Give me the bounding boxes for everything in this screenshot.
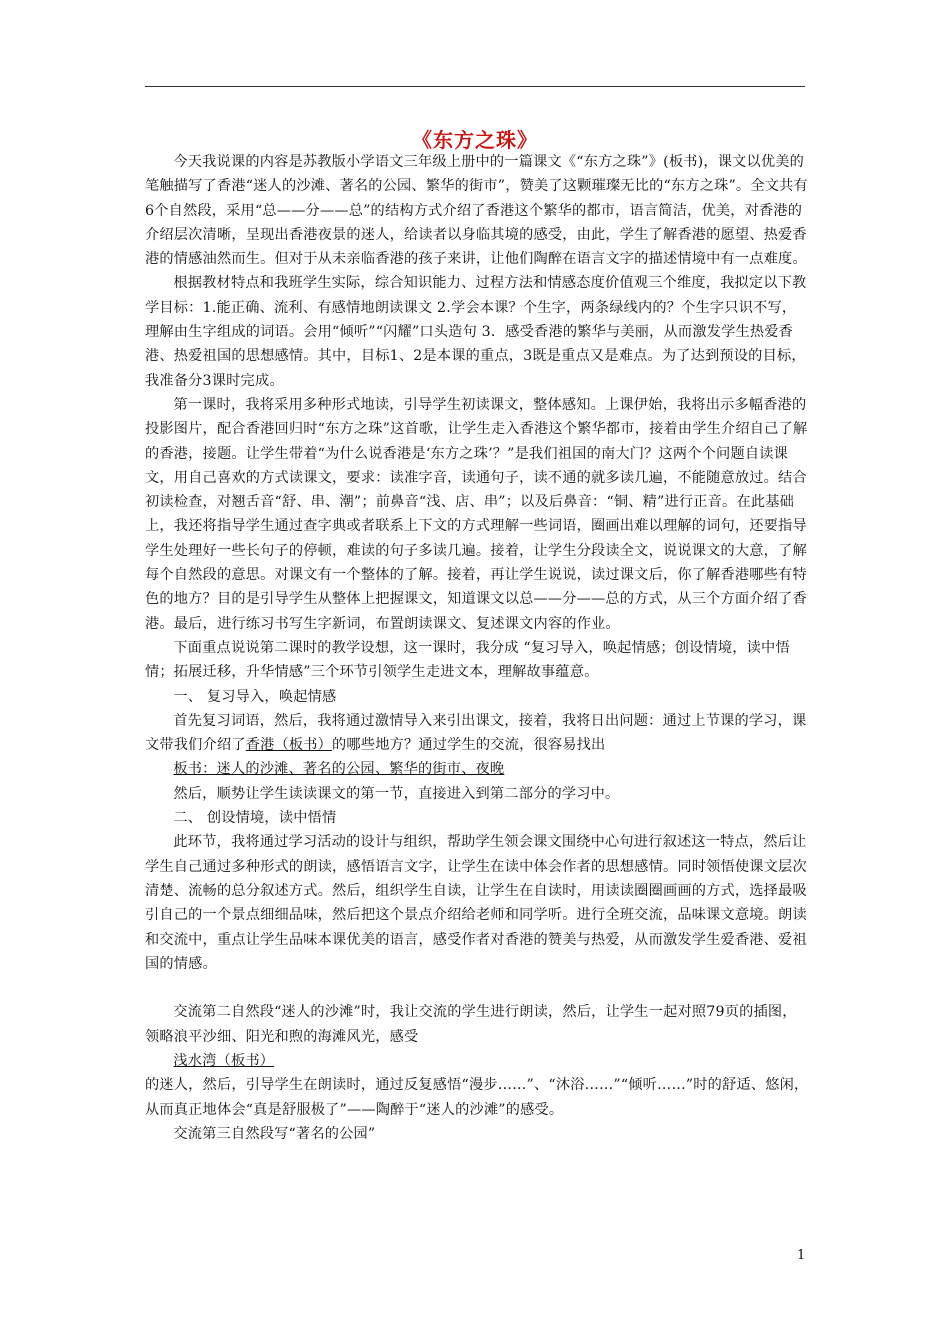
document-title: 《东方之珠》: [412, 128, 538, 152]
paragraph-beach-feeling: 的迷人，然后，引导学生在朗读时，通过反复感悟“漫步……”、“沐浴……”“倾听……”时的舒适、悠闲，从而真正地体会“真是舒服极了”——陶醉于“迷人的沙滩”的感受。: [145, 1077, 809, 1118]
paragraph-transition: 然后，顺势让学生读读课文的第一节，直接进入到第二部分的学习中。: [173, 785, 620, 802]
section-heading-review: 一、 复习导入，唤起情感: [173, 688, 337, 705]
paragraph-first-lesson: 第一课时，我将采用多种形式地读，引导学生初读课文，整体感知。上课伊始，我将出示多幅香港的投影图片，配合香港回归时“东方之珠”这首歌，让学生走入香港这个繁华都市，接着由学生介绍自己了解的香港，接题。让学生带着“为什么说香港是‘东方之珠’？”是我们祖国的南大门？这两个个问题自读课文，用自己喜欢的方式读课文，要求：读准字音，读通句子，读不通的就多读几遍，不能随意放过。结合初读检查，对翘舌音“舒、串、潮”；前鼻音“浅、店、串”；以及后鼻音：“铜、精”进行正音。在此基础上，我还将指导学生通过查字典或者联系上下文的方式理解一些词语，圈画出难以理解的词句，还要指导学生处理好一些长句子的停顿，难读的句子多读几遍。接着，让学生分段读全文，说说课文的大意，了解每个自然段的意思。对课文有一个整体的了解。接着，再让学生说说，读过课文后，你了解香港哪些有特色的地方？目的是引导学生从整体上把握课文，知道课文以总——分——总的方式，从三个方面介绍了香港。最后，进行练习书写生字新词，布置朗读课文、复述课文内容的作业。: [145, 396, 808, 632]
board-note-repulse-bay-text: 浅水湾（板书）: [173, 1052, 275, 1069]
paragraph-beach: 交流第二自然段“迷人的沙滩”时，我让交流的学生进行朗读，然后，让学生一起对照79页的插图，领略浪平沙细、阳光和煦的海滩风光，感受: [145, 1004, 797, 1045]
page-number: 1: [797, 1248, 806, 1263]
paragraph-review-text-a: 首先复习词语，然后，我将通过激情导入来引出课文，接着，我将日出问题：通过上节课的学习，课文带我们介绍了: [145, 712, 807, 754]
board-note-repulse-bay: [145, 1049, 810, 1073]
paragraph-objectives: 根据教材特点和我班学生实际，综合知识能力、过程方法和情感态度价值观三个维度，我拟定以下教学目标：1.能正确、流利、有感情地朗读课文 2.学会本课？个生字，两条绿线内的？个生字只识不写，理解由生字组成的词语。会用“倾听”“闪耀”口头造句 3．感受香港的繁华与美丽，从而激发学生热爱香港、热爱祖国的思想感情。其中，目标1、2是本课的重点，3既是重点又是难点。为了达到预设的目标，我准备分3课时完成。: [145, 275, 807, 389]
header-rule: [145, 86, 805, 87]
paragraph-review: [145, 709, 810, 758]
section-heading-situation: 二、 创设情境，读中悟情: [173, 810, 337, 827]
document-body: [145, 150, 810, 1146]
paragraph-second-lesson: 下面重点说说第二课时的教学设想，这一课时，我分成 “复习导入，唤起情感；创设情境，读中悟情；拓展迁移，升华情感”三个环节引领学生走进文本，理解故事蕴意。: [145, 639, 790, 681]
board-note-places-text: 板书：迷人的沙滩、著名的公园、繁华的街市、夜晚: [173, 761, 505, 778]
paragraph-intro: 今天我说课的内容是苏教版小学语文三年级上册中的一篇课文《“东方之珠”》(板书)，课文以优美的笔触描写了香港“迷人的沙滩、著名的公园、繁华的街市”，赞美了这颗璀璨无比的“东方之珠”。全文共有6个自然段，采用“总——分——总”的结构方式介绍了香港这个繁华的都市，语言简洁，优美，对香港的介绍层次清晰，呈现出香港夜景的迷人，给读者以身临其境的感受，由此，学生了解香港的愿望、热爱香港的情感油然而生。但对于从未亲临香港的孩子来讲，让他们陶醉在语言文字的描述情境中有一点难度。: [145, 154, 808, 268]
paragraph-review-text-b: 的哪些地方？通过学生的交流，很容易找出: [332, 737, 606, 754]
board-note-places: [145, 757, 810, 781]
paragraph-activity: 此环节，我将通过学习活动的设计与组织，帮助学生领会课文围绕中心句进行叙述这一特点，然后让学生自己通过多种形式的朗读，感悟语言文字，让学生在读中体会作者的思想感情。同时领悟使课文层次清楚、流畅的总分叙述方式。然后，组织学生自读，让学生在自读时，用读读圈圈画画的方式，选择最吸引自己的一个景点细细品味，然后把这个景点介绍给老师和同学听。进行全班交流，品味课文意境。朗读和交流中，重点让学生品味本课优美的语言，感受作者对香港的赞美与热爱，从而激发学生爱香港、爱祖国的情感。: [145, 834, 807, 972]
paragraph-park: 交流第三自然段写“著名的公园”: [173, 1125, 376, 1142]
board-note-hongkong: 香港（板书）: [245, 737, 333, 754]
